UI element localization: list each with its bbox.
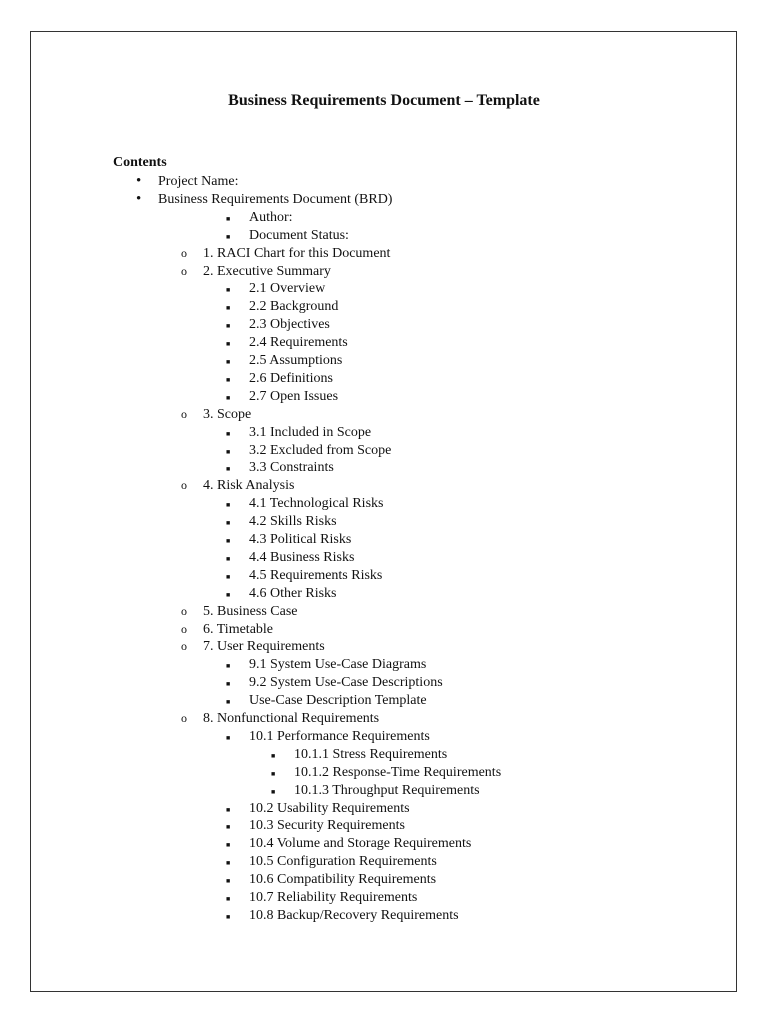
bullet-square-icon: ■ <box>226 680 231 689</box>
toc-item-label: 2. Executive Summary <box>203 263 331 279</box>
bullet-square-icon: ■ <box>226 358 231 366</box>
bullet-square-icon: ■ <box>271 769 276 778</box>
toc-item <box>0 567 768 585</box>
toc-item-label: 6. Timetable <box>203 621 274 637</box>
toc-item <box>0 674 768 692</box>
toc-item <box>0 764 768 782</box>
toc-item <box>0 424 768 442</box>
toc-item-label: 9.2 System Use-Case Descriptions <box>249 675 443 691</box>
toc-item <box>0 817 768 835</box>
toc-item-label: Author: <box>249 209 293 225</box>
bullet-square-icon: ■ <box>226 465 231 474</box>
bullet-square-icon: ■ <box>226 519 231 528</box>
toc-item-label: Project Name: <box>158 174 239 189</box>
toc-item <box>0 710 768 728</box>
bullet-square-icon: ■ <box>226 590 231 599</box>
toc-item-label: 5. Business Case <box>203 603 298 619</box>
toc-item <box>0 316 768 334</box>
toc-item-label: 8. Nonfunctional Requirements <box>203 711 380 726</box>
toc-item <box>0 638 768 656</box>
bullet-square-icon: ■ <box>226 340 231 349</box>
bullet-square-icon: ■ <box>226 572 231 581</box>
toc-item-label: 10.2 Usability Requirements <box>249 800 410 816</box>
contents-heading: Contents <box>113 155 167 170</box>
toc-item <box>0 513 768 531</box>
toc-item-label: 4. Risk Analysis <box>203 478 295 494</box>
bullet-square-icon: ■ <box>271 751 276 760</box>
toc-item <box>0 477 768 495</box>
toc-item-label: 2.2 Background <box>249 299 339 315</box>
bullet-square-icon: ■ <box>226 895 231 903</box>
toc-item <box>0 334 768 352</box>
bullet-circle-icon: o <box>181 245 187 260</box>
toc-item-label: 2.1 Overview <box>249 281 326 297</box>
toc-item-label: 2.7 Open Issues <box>249 388 339 404</box>
bullet-square-icon: ■ <box>226 733 231 742</box>
bullet-square-icon: ■ <box>226 304 231 313</box>
bullet-square-icon: ■ <box>226 912 231 921</box>
toc-item-label: 10.1.3 Throughput Requirements <box>294 782 480 798</box>
toc-item <box>0 173 768 191</box>
toc-item <box>0 227 768 245</box>
toc-item-label: 4.6 Other Risks <box>249 585 337 601</box>
toc-item-label: 10.7 Reliability Requirements <box>249 890 418 905</box>
bullet-square-icon: ■ <box>226 537 231 545</box>
toc-item-label: 3.3 Constraints <box>249 460 334 476</box>
toc-item-label: 10.6 Compatibility Requirements <box>249 872 437 888</box>
toc-item-label: 7. User Requirements <box>203 639 325 655</box>
bullet-circle-icon: o <box>181 406 187 421</box>
toc-item <box>0 388 768 406</box>
toc-item <box>0 459 768 477</box>
toc-item <box>0 692 768 710</box>
toc-item-label: 2.4 Requirements <box>249 335 348 351</box>
toc-item-label: 4.4 Business Risks <box>249 549 355 565</box>
toc-item <box>0 191 768 209</box>
toc-item-label: 3.1 Included in Scope <box>249 424 372 440</box>
bullet-square-icon: ■ <box>226 501 231 510</box>
bullet-square-icon: ■ <box>226 232 231 241</box>
bullet-disc-icon: • <box>136 190 142 207</box>
bullet-circle-icon: o <box>181 263 187 278</box>
toc-item <box>0 370 768 388</box>
toc-item <box>0 442 768 460</box>
bullet-square-icon: ■ <box>226 877 231 886</box>
bullet-square-icon: ■ <box>226 214 231 223</box>
bullet-circle-icon: o <box>181 639 187 654</box>
toc-item-label: Business Requirements Document (BRD) <box>158 191 393 207</box>
toc-item-label: 10.8 Backup/Recovery Requirements <box>249 907 459 923</box>
bullet-square-icon: ■ <box>226 662 231 671</box>
bullet-circle-icon: o <box>181 621 187 636</box>
toc-item-label: 10.1 Performance Requirements <box>249 728 430 744</box>
bullet-square-icon: ■ <box>226 286 231 295</box>
bullet-square-icon: ■ <box>226 859 231 868</box>
bullet-square-icon: ■ <box>226 393 231 402</box>
toc-item <box>0 835 768 853</box>
toc-item-label: 1. RACI Chart for this Document <box>203 245 391 261</box>
toc-item-label: 2.5 Assumptions <box>249 353 343 368</box>
bullet-circle-icon: o <box>181 603 187 618</box>
toc-item <box>0 495 768 513</box>
toc-item <box>0 853 768 871</box>
toc-item <box>0 263 768 281</box>
toc-item <box>0 603 768 621</box>
bullet-square-icon: ■ <box>271 787 276 796</box>
toc-item <box>0 352 768 370</box>
toc-item <box>0 209 768 227</box>
toc-item <box>0 889 768 907</box>
bullet-circle-icon: o <box>181 711 187 725</box>
toc-item-label: 4.3 Political Risks <box>249 532 352 547</box>
toc-item <box>0 298 768 316</box>
toc-item-label: 4.5 Requirements Risks <box>249 567 383 583</box>
toc-item-label: 10.1.2 Response-Time Requirements <box>294 764 502 780</box>
toc-item-label: 10.1.1 Stress Requirements <box>294 746 448 762</box>
toc-item-label: 10.4 Volume and Storage Requirements <box>249 836 472 852</box>
toc-item-label: Document Status: <box>249 227 349 243</box>
toc-item-label: 9.1 System Use-Case Diagrams <box>249 657 427 673</box>
toc-item <box>0 549 768 567</box>
bullet-square-icon: ■ <box>226 375 231 384</box>
bullet-square-icon: ■ <box>226 429 231 438</box>
toc-item-label: 4.2 Skills Risks <box>249 514 337 530</box>
bullet-square-icon: ■ <box>226 554 231 563</box>
bullet-square-icon: ■ <box>226 698 231 707</box>
toc-item-label: 3.2 Excluded from Scope <box>249 442 392 458</box>
document-title: Business Requirements Document – Template <box>228 92 540 109</box>
bullet-square-icon: ■ <box>226 823 231 832</box>
toc-item-label: 2.3 Objectives <box>249 317 330 333</box>
bullet-square-icon: ■ <box>226 841 231 850</box>
toc-item-label: 4.1 Technological Risks <box>249 496 384 512</box>
toc-item <box>0 907 768 925</box>
toc-item <box>0 800 768 818</box>
bullet-square-icon: ■ <box>226 322 231 331</box>
toc-item-label: 10.3 Security Requirements <box>249 818 405 834</box>
bullet-disc-icon: • <box>136 173 142 189</box>
toc-item-label: 3. Scope <box>203 406 252 422</box>
toc-item <box>0 280 768 298</box>
toc-item <box>0 656 768 674</box>
toc-item <box>0 585 768 603</box>
toc-item-label: 10.5 Configuration Requirements <box>249 854 437 870</box>
toc-item-label: Use-Case Description Template <box>249 693 427 709</box>
toc-item <box>0 531 768 549</box>
bullet-circle-icon: o <box>181 478 187 493</box>
toc-item <box>0 621 768 639</box>
bullet-square-icon: ■ <box>226 805 231 814</box>
toc-item <box>0 782 768 800</box>
toc-item <box>0 871 768 889</box>
toc-item-label: 2.6 Definitions <box>249 370 333 386</box>
toc-item <box>0 406 768 424</box>
bullet-square-icon: ■ <box>226 447 231 456</box>
toc-item <box>0 245 768 263</box>
toc-item <box>0 728 768 746</box>
toc-item <box>0 746 768 764</box>
